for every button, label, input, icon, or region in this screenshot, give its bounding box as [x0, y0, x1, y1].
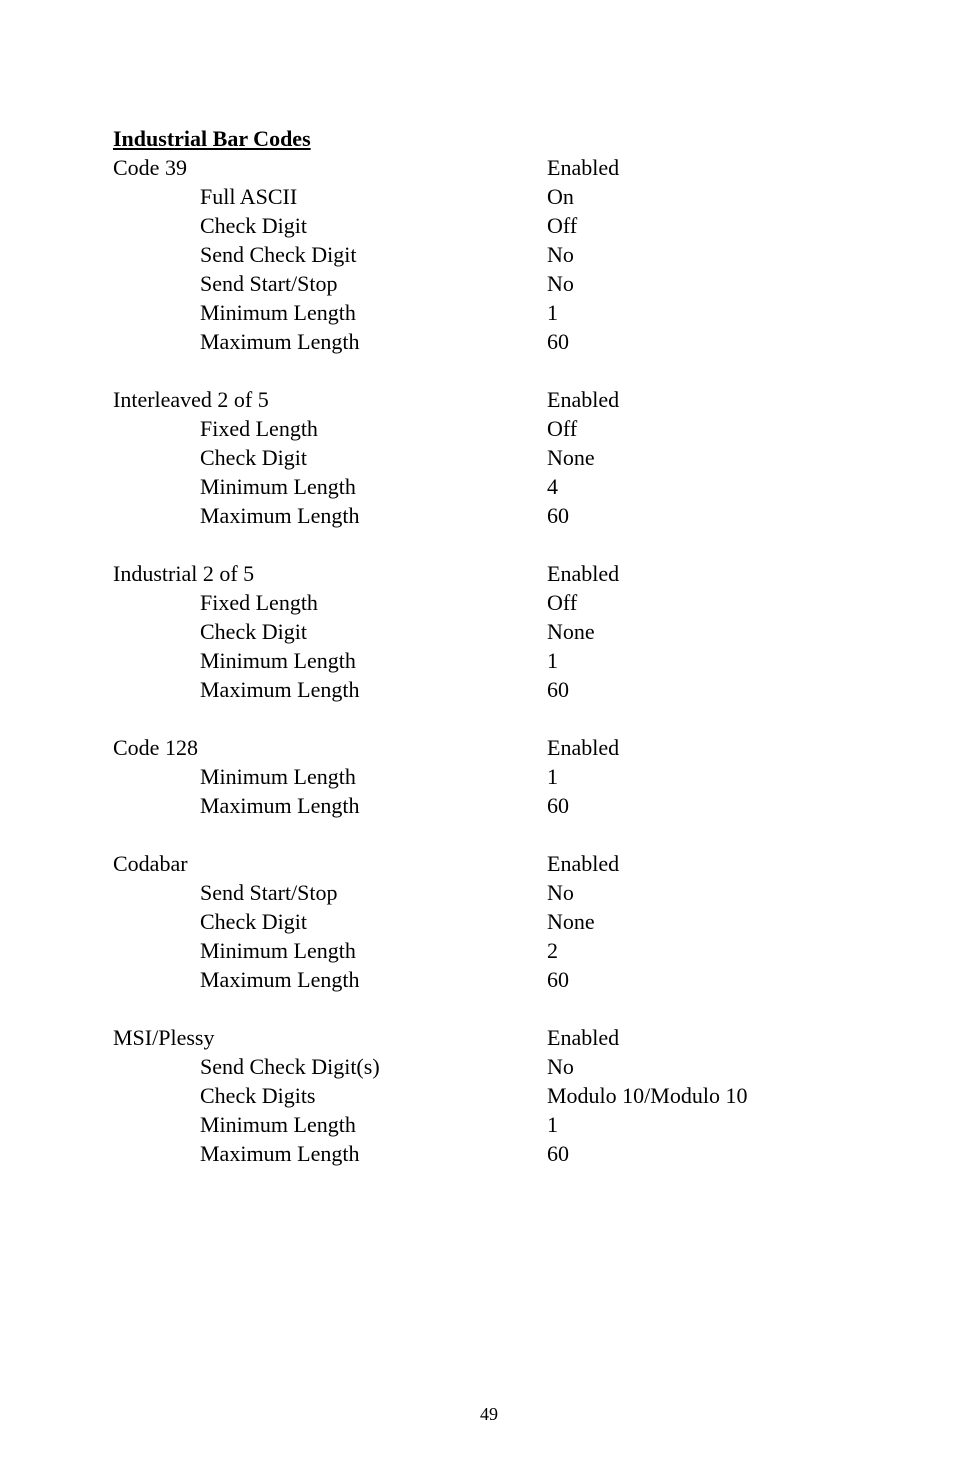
symbology-row	[0, 559, 954, 588]
setting-row	[0, 501, 954, 530]
symbology-row	[0, 849, 954, 878]
symbology-status: Enabled	[547, 155, 620, 180]
setting-value: 1	[547, 648, 558, 673]
setting-value: 60	[547, 793, 569, 818]
setting-value: 1	[547, 764, 558, 789]
setting-value: No	[547, 1054, 574, 1079]
setting-row	[0, 1110, 954, 1139]
setting-label: Send Start/Stop	[200, 880, 338, 905]
setting-row	[0, 211, 954, 240]
section-heading: Industrial Bar Codes	[113, 126, 311, 151]
setting-row	[0, 472, 954, 501]
setting-row	[0, 443, 954, 472]
setting-value: 1	[547, 300, 558, 325]
page-number: 49	[480, 1404, 498, 1424]
setting-label: Maximum Length	[200, 967, 360, 992]
symbology-group	[0, 1023, 954, 1168]
setting-label: Send Start/Stop	[200, 271, 338, 296]
setting-value: No	[547, 271, 574, 296]
setting-value: Off	[547, 590, 578, 615]
setting-value: None	[547, 619, 595, 644]
symbology-group	[0, 849, 954, 994]
setting-row	[0, 240, 954, 269]
setting-label: Check Digit	[200, 619, 307, 644]
setting-label: Minimum Length	[200, 474, 356, 499]
setting-row	[0, 965, 954, 994]
setting-row	[0, 907, 954, 936]
setting-row	[0, 269, 954, 298]
setting-row	[0, 414, 954, 443]
setting-label: Fixed Length	[200, 416, 318, 441]
symbology-status: Enabled	[547, 1025, 620, 1050]
symbology-status: Enabled	[547, 735, 620, 760]
setting-row	[0, 878, 954, 907]
symbology-name: Code 128	[113, 735, 198, 760]
barcode-settings-list	[0, 153, 954, 1197]
symbology-group	[0, 153, 954, 356]
setting-label: Full ASCII	[200, 184, 298, 209]
setting-label: Check Digit	[200, 213, 307, 238]
symbology-name: Interleaved 2 of 5	[113, 387, 269, 412]
symbology-row	[0, 153, 954, 182]
setting-value: 60	[547, 503, 569, 528]
setting-row	[0, 1139, 954, 1168]
setting-label: Minimum Length	[200, 938, 356, 963]
setting-row	[0, 588, 954, 617]
setting-row	[0, 762, 954, 791]
setting-value: Off	[547, 213, 578, 238]
symbology-status: Enabled	[547, 561, 620, 586]
setting-value: 1	[547, 1112, 558, 1137]
setting-label: Check Digit	[200, 445, 307, 470]
setting-row	[0, 791, 954, 820]
setting-label: Send Check Digit(s)	[200, 1054, 380, 1079]
setting-label: Maximum Length	[200, 793, 360, 818]
setting-label: Minimum Length	[200, 1112, 356, 1137]
setting-value: No	[547, 242, 574, 267]
setting-value: None	[547, 909, 595, 934]
symbology-name: MSI/Plessy	[113, 1025, 215, 1050]
setting-label: Minimum Length	[200, 648, 356, 673]
symbology-status: Enabled	[547, 851, 620, 876]
symbology-group	[0, 385, 954, 530]
setting-value: 4	[547, 474, 558, 499]
setting-label: Minimum Length	[200, 300, 356, 325]
symbology-name: Codabar	[113, 851, 188, 876]
setting-row	[0, 327, 954, 356]
symbology-name: Code 39	[113, 155, 187, 180]
setting-label: Fixed Length	[200, 590, 318, 615]
setting-value: 60	[547, 967, 569, 992]
symbology-group	[0, 733, 954, 820]
setting-row	[0, 1081, 954, 1110]
symbology-row	[0, 1023, 954, 1052]
setting-value: 60	[547, 329, 569, 354]
symbology-status: Enabled	[547, 387, 620, 412]
symbology-group	[0, 559, 954, 704]
setting-value: None	[547, 445, 595, 470]
setting-row	[0, 1052, 954, 1081]
setting-value: Modulo 10/Modulo 10	[547, 1083, 748, 1108]
symbology-row	[0, 385, 954, 414]
symbology-name: Industrial 2 of 5	[113, 561, 255, 586]
setting-value: Off	[547, 416, 578, 441]
setting-row	[0, 646, 954, 675]
setting-label: Maximum Length	[200, 329, 360, 354]
setting-row	[0, 298, 954, 327]
setting-value: 60	[547, 1141, 569, 1166]
setting-label: Check Digits	[200, 1083, 316, 1108]
setting-value: 60	[547, 677, 569, 702]
setting-value: 2	[547, 938, 558, 963]
setting-row	[0, 182, 954, 211]
symbology-row	[0, 733, 954, 762]
setting-label: Maximum Length	[200, 503, 360, 528]
setting-label: Check Digit	[200, 909, 307, 934]
setting-value: On	[547, 184, 574, 209]
setting-row	[0, 617, 954, 646]
setting-label: Maximum Length	[200, 1141, 360, 1166]
setting-row	[0, 936, 954, 965]
setting-label: Maximum Length	[200, 677, 360, 702]
setting-label: Minimum Length	[200, 764, 356, 789]
setting-value: No	[547, 880, 574, 905]
setting-label: Send Check Digit	[200, 242, 357, 267]
setting-row	[0, 675, 954, 704]
